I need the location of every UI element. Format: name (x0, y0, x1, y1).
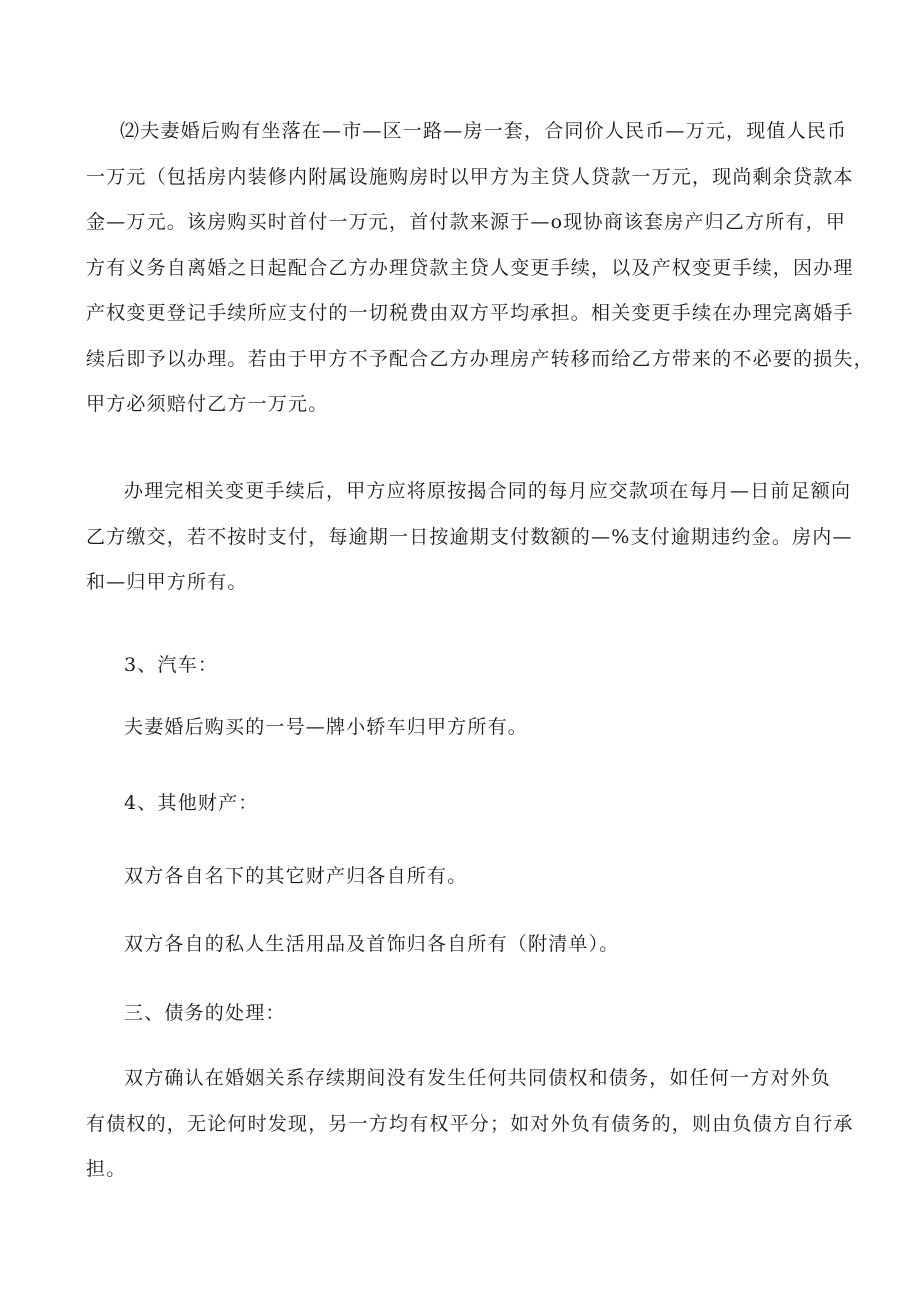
paragraph-line: 一万元（包括房内装修内附属设施购房时以甲方为主贷人贷款一万元，现尚剩余贷款本 (86, 165, 854, 188)
paragraph-debt (86, 1056, 854, 1193)
section-heading-debt: 三、债务的处理： (124, 1002, 286, 1024)
paragraph-line: 金—万元。该房购买时首付一万元，首付款来源于—o现协商该套房产归乙方所有，甲 (86, 211, 847, 233)
paragraph-line: 和—归甲方所有。 (86, 571, 248, 593)
paragraph-line: 办理完相关变更手续后，甲方应将原按揭合同的每月应交款项在每月—日前足额向 (124, 480, 852, 502)
paragraph-line: 乙方缴交，若不按时支付，每逾期一日按逾期支付数额的—%支付逾期违约金。房内— (86, 525, 853, 548)
paragraph-other-property-1: 双方各自名下的其它财产归各自所有。 (124, 865, 468, 887)
paragraph-line: 续后即予以办理。若由于甲方不予配合乙方办理房产转移而给乙方带来的不必要的损失， (86, 347, 874, 370)
section-heading-other-property: 4、其他财产： (124, 792, 259, 814)
paragraph-line: ⑵夫妻婚后购有坐落在—市—区一路—房一套，合同价人民币—万元，现值人民币 (120, 120, 848, 142)
paragraph-line: 产权变更登记手续所应支付的一切税费由双方平均承担。相关变更手续在办理完离婚手 (86, 302, 854, 324)
paragraph-line: 有债权的，无论何时发现，另一方均有权平分；如对外负有债务的，则由负债方自行承 (86, 1112, 854, 1135)
paragraph-line: 双方确认在婚姻关系存续期间没有发生任何共同债权和债务，如任何一方对外负 (124, 1067, 832, 1089)
paragraph-car: 夫妻婚后购买的一号—牌小轿车归甲方所有。 (124, 716, 529, 738)
paragraph-line: 方有义务自离婚之日起配合乙方办理贷款主贷人变更手续，以及产权变更手续，因办理 (86, 256, 854, 279)
paragraph-house (86, 109, 874, 428)
section-heading-car: 3、汽车： (124, 654, 219, 676)
paragraph-payment (86, 469, 853, 606)
paragraph-other-property-2: 双方各自的私人生活用品及首饰归各自所有（附清单）。 (124, 933, 620, 955)
paragraph-line: 担。 (86, 1158, 127, 1180)
paragraph-line: 甲方必须赔付乙方一万元。 (86, 393, 329, 415)
